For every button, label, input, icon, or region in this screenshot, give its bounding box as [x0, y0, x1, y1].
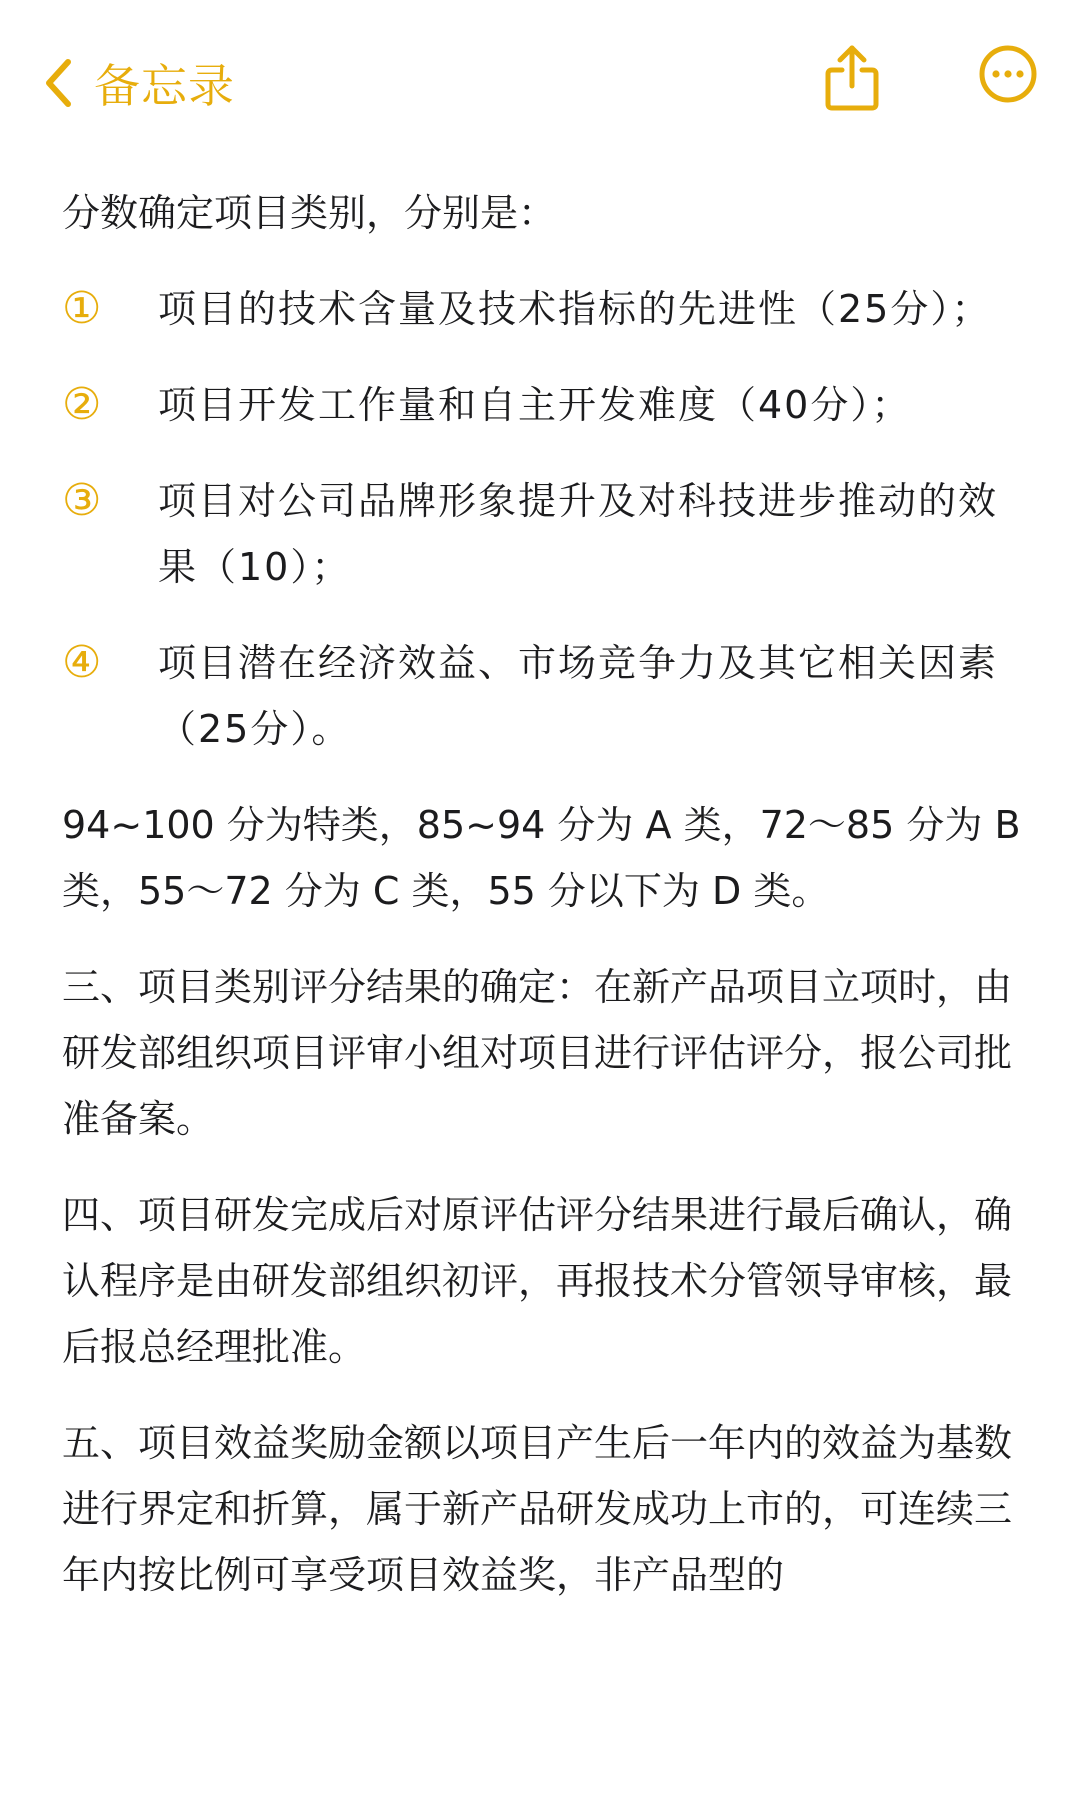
- back-button[interactable]: [44, 48, 235, 118]
- criteria-list: [62, 276, 1024, 762]
- list-marker: ①: [62, 283, 102, 334]
- list-item-text: 项目开发工作量和自主开发难度（40分）；: [158, 383, 912, 427]
- chevron-left-icon: [44, 58, 74, 108]
- share-button[interactable]: [824, 44, 880, 116]
- list-item: [62, 468, 1024, 600]
- list-marker: ②: [62, 379, 102, 430]
- section-five-text: 五、项目效益奖励金额以项目产生后一年内的效益为基数进行界定和折算，属于新产品研发成功上市的，可连续三年内按比例可享受项目效益奖，非产品型的: [62, 1421, 1013, 1597]
- intro-text: 分数确定项目类别，分别是：: [62, 191, 557, 235]
- list-item: [62, 276, 1024, 342]
- list-marker: ③: [62, 475, 102, 526]
- share-icon: [824, 97, 880, 116]
- back-label: 备忘录: [94, 59, 235, 113]
- note-body[interactable]: [62, 180, 1024, 1638]
- navigation-bar: [0, 0, 1080, 170]
- section-three-text: 三、项目类别评分结果的确定：在新产品项目立项时，由研发部组织项目评审小组对项目进行评估评分，报公司批准备案。: [62, 965, 1013, 1141]
- list-item: [62, 630, 1024, 762]
- section-four-text: 四、项目研发完成后对原评估评分结果进行最后确认，确认程序是由研发部组织初评，再报技术分管领导审核，最后报总经理批准。: [62, 1193, 1013, 1369]
- more-button[interactable]: [978, 44, 1038, 108]
- more-icon: [978, 89, 1038, 108]
- list-item-text: 项目的技术含量及技术指标的先进性（25分）；: [158, 287, 992, 331]
- grades-text: 94~100 分为特类，85~94 分为 A 类，72～85 分为 B 类，55～72 分为 C 类，55 分以下为 D 类。: [62, 803, 1021, 913]
- list-marker: ④: [62, 637, 102, 688]
- list-item: [62, 372, 1024, 438]
- list-item-text: 项目对公司品牌形象提升及对科技进步推动的效果（10）；: [158, 479, 999, 589]
- list-item-text: 项目潜在经济效益、市场竞争力及其它相关因素（25分）。: [158, 641, 999, 751]
